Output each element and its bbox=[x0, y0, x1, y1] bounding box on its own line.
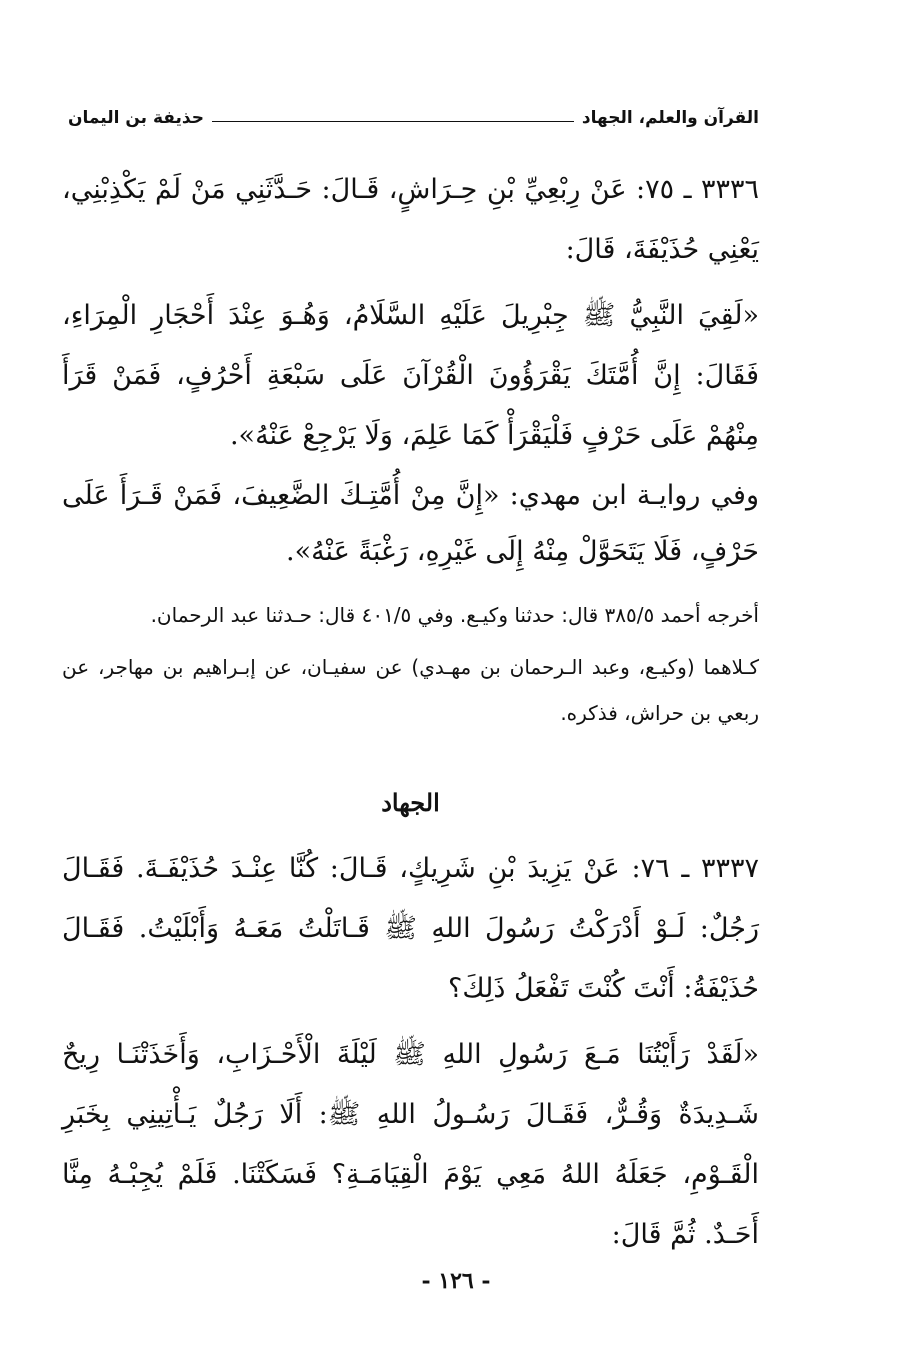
page-body bbox=[62, 160, 759, 1265]
hadith-75-matn: «لَقِيَ النَّبِيُّ ﷺ جِبْرِيلَ عَلَيْهِ السَّلَامُ، وَهُـوَ عِنْدَ أَحْجَارِ الْمِرَاءِ، فَقَالَ: إِنَّ أُمَّتَكَ يَقْرَؤُونَ الْقُرْآنَ عَلَى سَبْعَةِ أَحْرُفٍ، فَمَنْ قَرَأَ مِنْهُمْ عَلَى حَرْفٍ فَلْيَقْرَأْ كَمَا عَلِمَ، وَلَا يَرْجِعْ عَنْهُ». bbox=[62, 300, 759, 451]
hadith-75-variant: وفي روايـة ابن مهدي: «إِنَّ مِنْ أُمَّتِـكَ الضَّعِيفَ، فَمَنْ قَـرَأَ عَلَى حَرْفٍ، فَلَا يَتَحَوَّلْ مِنْهُ إِلَى غَيْرِهِ، رَغْبَةً عَنْهُ». bbox=[62, 480, 759, 567]
hadith-75-intro: ٣٣٣٦ ـ ٧٥: عَنْ رِبْعِيِّ بْنِ حِـرَاشٍ، قَـالَ: حَـدَّثَنِي مَنْ لَمْ يَكْذِبْنِي، يَعْنِي حُذَيْفَةَ، قَالَ: bbox=[62, 174, 760, 265]
header-rule bbox=[212, 121, 574, 122]
hadith-76-matn: «لَقَدْ رَأَيْتُنَا مَـعَ رَسُولِ اللهِ ﷺ لَيْلَةَ الْأَحْـزَابِ، وَأَخَذَتْنَـا رِيحٌ شَـدِيدَةٌ وَقُـرٌّ، فَقَـالَ رَسُـولُ اللهِ ﷺ: أَلَا رَجُلٌ يَـأْتِينِي بِخَبَرِ الْقَـوْمِ، جَعَلَهُ اللهُ مَعِي يَوْمَ الْقِيَامَـةِ؟ فَسَكَتْنَا. فَلَمْ يُجِبْـهُ مِنَّا أَحَـدٌ. ثُمَّ قَالَ: bbox=[62, 1039, 759, 1250]
page-number: - ١٢٦ - bbox=[421, 1268, 491, 1294]
hadith-75-takhrij: أخرجه أحمد ٣٨٥/٥ قال: حدثنا وكيـع. وفي ٤٠١/٥ قال: حـدثنا عبد الرحمان. bbox=[150, 603, 759, 627]
running-header bbox=[68, 108, 759, 128]
header-book-part: القرآن والعلم، الجهاد bbox=[581, 108, 759, 128]
hadith-75-isnad-note: كـلاهما (وكيـع، وعبد الـرحمان بن مهـدي) عن سفيـان، عن إبـراهيم بن مهاجر، عن ربعي بن حراش، فذكره. bbox=[62, 655, 759, 725]
section-title: الجهاد bbox=[381, 788, 440, 817]
header-narrator: حذيفة بن اليمان bbox=[68, 108, 204, 128]
hadith-76-intro: ٣٣٣٧ ـ ٧٦: عَنْ يَزِيدَ بْنِ شَرِيكٍ، قَـالَ: كُنَّا عِنْـدَ حُذَيْفَـةَ. فَقَـالَ رَجُلٌ: لَـوْ أَدْرَكْتُ رَسُولَ اللهِ ﷺ قَـاتَلْتُ مَعَـهُ وَأَبْلَيْتُ. فَقَـالَ حُذَيْفَةُ: أَنْتَ كُنْتَ تَفْعَلُ ذَلِكَ؟ bbox=[62, 853, 759, 1004]
